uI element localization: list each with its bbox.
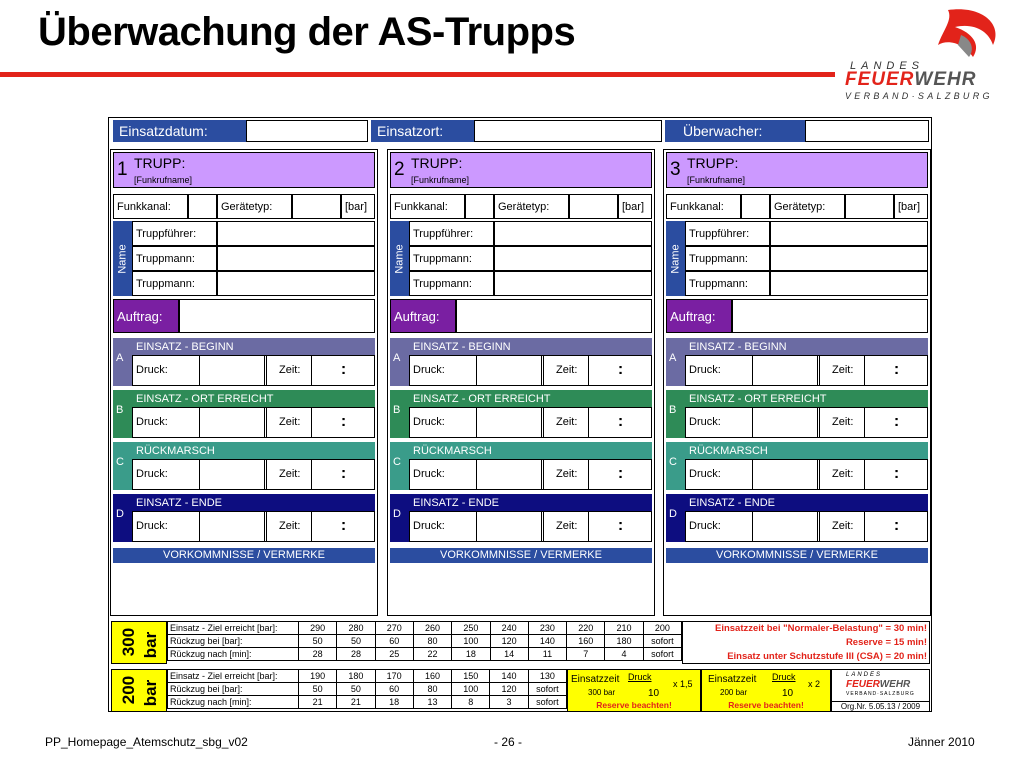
- section-b: [113, 390, 375, 438]
- zeit-field[interactable]: :: [588, 408, 652, 437]
- druck-field[interactable]: [752, 460, 820, 489]
- druck-field[interactable]: [199, 460, 267, 489]
- truppfuehrer-label: Truppführer:: [685, 221, 770, 246]
- funkkanal-field[interactable]: [741, 194, 770, 219]
- name-label: Name: [393, 243, 406, 274]
- row-value: 160: [413, 670, 451, 683]
- row-value: 28: [337, 648, 375, 661]
- section-letter: D: [390, 494, 409, 542]
- truppfuehrer-field[interactable]: [494, 221, 652, 246]
- trupp-column-2: [387, 149, 655, 616]
- row-value: 13: [413, 696, 451, 709]
- small-logo-box: [831, 669, 930, 712]
- section-a: [390, 338, 652, 386]
- section-title: RÜCKMARSCH: [685, 442, 928, 459]
- row-value: 190: [298, 670, 336, 683]
- name-label: Name: [669, 243, 682, 274]
- note-csa: Einsatz unter Schutzstufe III (CSA) = 20 min!: [727, 651, 927, 662]
- truppmann-1-field[interactable]: [217, 246, 375, 271]
- logo: [843, 5, 1013, 100]
- row-value: 160: [567, 635, 605, 648]
- section-title: EINSATZ - ENDE: [409, 494, 652, 511]
- funkkanal-label: Funkkanal:: [113, 194, 188, 219]
- zeit-label: Zeit:: [832, 520, 854, 532]
- section-row: [685, 459, 928, 490]
- trupp-header: [113, 152, 375, 188]
- section-row: [409, 459, 652, 490]
- label-300-bar: [111, 621, 167, 664]
- formula-300: [567, 669, 701, 712]
- druck-label: Druck:: [413, 520, 445, 532]
- row-value: 100: [452, 683, 490, 696]
- section-title: EINSATZ - BEGINN: [685, 338, 928, 355]
- trupp-number: 3: [670, 159, 681, 180]
- truppfuehrer-label: Truppführer:: [409, 221, 494, 246]
- section-letter: C: [390, 442, 409, 490]
- funkrufname-label: [Funkrufname]: [411, 175, 470, 185]
- row-value: 210: [605, 622, 643, 635]
- formula-200-mult: x 2: [808, 679, 821, 689]
- druck-field[interactable]: [752, 408, 820, 437]
- zeit-label: Zeit:: [279, 520, 301, 532]
- formula-200: [701, 669, 831, 712]
- trupp-column-3: [663, 149, 931, 616]
- section-row: [685, 511, 928, 542]
- name-sidebar: [390, 221, 409, 296]
- section-letter: A: [390, 338, 409, 386]
- row-value: 14: [490, 648, 528, 661]
- row-value: 21: [337, 696, 375, 709]
- druck-label: Druck:: [413, 468, 445, 480]
- formula-300-ez: Einsatzzeit: [571, 674, 620, 685]
- footer-filename: PP_Homepage_Atemschutz_sbg_v02: [45, 735, 248, 749]
- row-value: 290: [299, 622, 337, 635]
- druck-field[interactable]: [476, 356, 544, 385]
- row-value: 18: [452, 648, 490, 661]
- druck-label: Druck:: [136, 364, 168, 376]
- logo-main-text: [845, 69, 976, 91]
- zeit-label: Zeit:: [832, 416, 854, 428]
- druck-label: Druck:: [413, 416, 445, 428]
- label-300: 300: [119, 627, 139, 657]
- name-sidebar: [666, 221, 685, 296]
- row-value: 270: [375, 622, 413, 635]
- section-title: RÜCKMARSCH: [409, 442, 652, 459]
- row-value: 170: [375, 670, 413, 683]
- notes-300-bar: [682, 621, 930, 664]
- zeit-label: Zeit:: [556, 364, 578, 376]
- section-title: EINSATZ - BEGINN: [132, 338, 375, 355]
- druck-label: Druck:: [689, 468, 721, 480]
- section-title: EINSATZ - ORT ERREICHT: [409, 390, 652, 407]
- zeit-label: Zeit:: [832, 364, 854, 376]
- section-letter: C: [666, 442, 685, 490]
- zeit-field[interactable]: :: [311, 460, 375, 489]
- geraetetyp-label: Gerätetyp:: [770, 194, 845, 219]
- formula-300-mult: x 1,5: [673, 679, 693, 689]
- druck-field[interactable]: [752, 512, 820, 541]
- truppmann-1-label: Truppmann:: [685, 246, 770, 271]
- auftrag-label: Auftrag:: [390, 299, 456, 333]
- einsatzort-label: Einsatzort:: [371, 120, 474, 142]
- name-sidebar: [113, 221, 132, 296]
- zeit-label: Zeit:: [556, 520, 578, 532]
- section-letter: A: [666, 338, 685, 386]
- section-title: EINSATZ - ORT ERREICHT: [685, 390, 928, 407]
- zeit-field[interactable]: :: [864, 408, 928, 437]
- section-c: [390, 442, 652, 490]
- table-row: [168, 683, 567, 696]
- org-number: Org.Nr. 5.05.13 / 2009: [832, 701, 929, 711]
- trupp-label: TRUPP:: [134, 155, 186, 171]
- trupp-label: TRUPP:: [411, 155, 463, 171]
- section-row: [132, 511, 375, 542]
- truppfuehrer-field[interactable]: [217, 221, 375, 246]
- footer-page: - 26 -: [494, 735, 523, 749]
- table-row: [168, 696, 567, 709]
- formula-300-val: 10: [648, 688, 660, 699]
- row-value: 28: [299, 648, 337, 661]
- section-letter: D: [113, 494, 132, 542]
- small-logo-top: LANDES: [846, 672, 883, 678]
- row-value: 230: [528, 622, 566, 635]
- section-title: EINSATZ - BEGINN: [409, 338, 652, 355]
- einsatzdatum-label: Einsatzdatum:: [113, 120, 246, 142]
- section-a: [113, 338, 375, 386]
- row-label: Einsatz - Ziel erreicht [bar]:: [168, 622, 299, 635]
- bar-unit-label: [bar]: [618, 194, 652, 219]
- vorkommnisse-field[interactable]: [390, 563, 652, 613]
- ueberwacher-field[interactable]: [805, 120, 929, 142]
- formula-200-ez: Einsatzzeit: [708, 674, 757, 685]
- truppmann-2-field[interactable]: [494, 271, 652, 296]
- zeit-label: Zeit:: [279, 416, 301, 428]
- zeit-label: Zeit:: [832, 468, 854, 480]
- funkkanal-field[interactable]: [465, 194, 494, 219]
- table-200-bar: [167, 669, 567, 709]
- row-value: 8: [452, 696, 490, 709]
- row-value: sofort: [643, 635, 681, 648]
- section-letter: A: [113, 338, 132, 386]
- section-a: [666, 338, 928, 386]
- row-value: 260: [413, 622, 451, 635]
- flame-logo-icon: [843, 5, 1013, 65]
- row-value: 280: [337, 622, 375, 635]
- druck-label: Druck:: [689, 364, 721, 376]
- truppmann-2-label: Truppmann:: [132, 271, 217, 296]
- row-value: 140: [528, 635, 566, 648]
- bar-unit-label: [bar]: [894, 194, 928, 219]
- einsatzdatum-field[interactable]: [246, 120, 368, 142]
- druck-field[interactable]: [199, 356, 267, 385]
- row-label: Rückzug bei [bar]:: [168, 683, 299, 696]
- funkrufname-label: [Funkrufname]: [134, 175, 193, 185]
- trupp-header: [390, 152, 652, 188]
- formula-300-reserve: Reserve beachten!: [596, 700, 672, 710]
- auftrag-label: Auftrag:: [113, 299, 179, 333]
- label-200-unit: bar: [141, 679, 161, 707]
- druck-label: Druck:: [689, 520, 721, 532]
- section-row: [409, 407, 652, 438]
- zeit-label: Zeit:: [279, 364, 301, 376]
- row-value: sofort: [528, 696, 566, 709]
- zeit-field[interactable]: :: [864, 512, 928, 541]
- section-letter: B: [390, 390, 409, 438]
- row-value: 150: [452, 670, 490, 683]
- section-c: [666, 442, 928, 490]
- section-row: [685, 355, 928, 386]
- section-row: [132, 459, 375, 490]
- name-label: Name: [116, 243, 129, 274]
- vorkommnisse-header: VORKOMMNISSE / VERMERKE: [113, 548, 375, 563]
- row-value: sofort: [643, 648, 681, 661]
- druck-label: Druck:: [136, 520, 168, 532]
- row-value: 4: [605, 648, 643, 661]
- bar-unit-label: [bar]: [341, 194, 375, 219]
- row-value: 60: [375, 683, 413, 696]
- table-row: [168, 622, 682, 635]
- row-label: Einsatz - Ziel erreicht [bar]:: [168, 670, 299, 683]
- zeit-label: Zeit:: [556, 468, 578, 480]
- section-b: [666, 390, 928, 438]
- row-value: 7: [567, 648, 605, 661]
- trupp-number: 2: [394, 159, 405, 180]
- vorkommnisse-field[interactable]: [113, 563, 375, 613]
- vorkommnisse-field[interactable]: [666, 563, 928, 613]
- truppmann-1-label: Truppmann:: [409, 246, 494, 271]
- row-value: sofort: [528, 683, 566, 696]
- section-d: [390, 494, 652, 542]
- row-value: 50: [299, 635, 337, 648]
- section-letter: C: [113, 442, 132, 490]
- row-label: Rückzug bei [bar]:: [168, 635, 299, 648]
- truppmann-2-field[interactable]: [770, 271, 928, 296]
- geraetetyp-label: Gerätetyp:: [494, 194, 569, 219]
- section-title: RÜCKMARSCH: [132, 442, 375, 459]
- row-value: 22: [413, 648, 451, 661]
- einsatzort-field[interactable]: [474, 120, 662, 142]
- row-value: 50: [337, 683, 375, 696]
- table-row: [168, 635, 682, 648]
- zeit-field[interactable]: :: [864, 356, 928, 385]
- section-title: EINSATZ - ORT ERREICHT: [132, 390, 375, 407]
- row-value: 25: [375, 648, 413, 661]
- formula-200-reserve: Reserve beachten!: [728, 700, 804, 710]
- zeit-field[interactable]: :: [311, 356, 375, 385]
- section-b: [390, 390, 652, 438]
- auftrag-field[interactable]: [456, 299, 652, 333]
- druck-field[interactable]: [752, 356, 820, 385]
- geraetetyp-field[interactable]: [292, 194, 341, 219]
- funkkanal-label: Funkkanal:: [666, 194, 741, 219]
- row-value: 50: [298, 683, 336, 696]
- section-letter: D: [666, 494, 685, 542]
- row-value: 130: [528, 670, 566, 683]
- note-normal-load: Einsatzzeit bei "Normaler-Belastung" = 30 min!: [715, 623, 927, 634]
- logo-main-b: WEHR: [914, 69, 977, 90]
- trupp-column-1: [110, 149, 378, 616]
- formula-200-val: 10: [782, 688, 794, 699]
- zeit-field[interactable]: :: [311, 512, 375, 541]
- row-label: Rückzug nach [min]:: [168, 696, 299, 709]
- druck-field[interactable]: [199, 408, 267, 437]
- label-200-bar: [111, 669, 167, 712]
- trupp-number: 1: [117, 159, 128, 180]
- druck-field[interactable]: [476, 408, 544, 437]
- section-row: [409, 511, 652, 542]
- section-row: [685, 407, 928, 438]
- logo-bottom-text: VERBAND·SALZBURG: [845, 91, 993, 101]
- section-d: [666, 494, 928, 542]
- section-c: [113, 442, 375, 490]
- section-letter: B: [113, 390, 132, 438]
- auftrag-field[interactable]: [732, 299, 928, 333]
- table-300-bar: [167, 621, 682, 661]
- row-value: 100: [452, 635, 490, 648]
- druck-label: Druck:: [413, 364, 445, 376]
- title-divider: [0, 72, 835, 77]
- small-logo-bottom: VERBAND·SALZBURG: [846, 691, 915, 697]
- row-value: 140: [490, 670, 528, 683]
- geraetetyp-field[interactable]: [845, 194, 894, 219]
- druck-field[interactable]: [476, 512, 544, 541]
- truppfuehrer-field[interactable]: [770, 221, 928, 246]
- trupp-label: TRUPP:: [687, 155, 739, 171]
- zeit-field[interactable]: :: [588, 512, 652, 541]
- ueberwacher-label: Überwacher:: [665, 120, 805, 142]
- formula-200-druck: Druck: [772, 672, 796, 682]
- section-row: [409, 355, 652, 386]
- section-row: [132, 407, 375, 438]
- page-title: Überwachung der AS-Trupps: [38, 10, 576, 54]
- row-value: 80: [413, 635, 451, 648]
- row-value: 120: [490, 683, 528, 696]
- auftrag-label: Auftrag:: [666, 299, 732, 333]
- trupp-header: [666, 152, 928, 188]
- zeit-field[interactable]: :: [864, 460, 928, 489]
- formula-300-druck: Druck: [628, 672, 652, 682]
- truppmann-2-label: Truppmann:: [685, 271, 770, 296]
- druck-label: Druck:: [136, 416, 168, 428]
- truppmann-2-field[interactable]: [217, 271, 375, 296]
- logo-main-a: FEUER: [845, 69, 915, 90]
- row-value: 120: [490, 635, 528, 648]
- truppmann-1-field[interactable]: [494, 246, 652, 271]
- section-title: EINSATZ - ENDE: [132, 494, 375, 511]
- row-value: 180: [605, 635, 643, 648]
- table-row: [168, 670, 567, 683]
- small-logo-main-b: WEHR: [879, 679, 911, 690]
- row-value: 11: [528, 648, 566, 661]
- section-title: EINSATZ - ENDE: [685, 494, 928, 511]
- funkkanal-label: Funkkanal:: [390, 194, 465, 219]
- section-letter: B: [666, 390, 685, 438]
- truppmann-2-label: Truppmann:: [409, 271, 494, 296]
- row-value: 50: [337, 635, 375, 648]
- formula-300-bar: 300 bar: [588, 688, 616, 697]
- row-label: Rückzug nach [min]:: [168, 648, 299, 661]
- druck-label: Druck:: [136, 468, 168, 480]
- zeit-label: Zeit:: [556, 416, 578, 428]
- formula-200-bar: 200 bar: [720, 688, 748, 697]
- zeit-field[interactable]: :: [588, 460, 652, 489]
- zeit-field[interactable]: :: [311, 408, 375, 437]
- funkrufname-label: [Funkrufname]: [687, 175, 746, 185]
- row-value: 21: [298, 696, 336, 709]
- vorkommnisse-header: VORKOMMNISSE / VERMERKE: [390, 548, 652, 563]
- row-value: 80: [413, 683, 451, 696]
- geraetetyp-field[interactable]: [569, 194, 618, 219]
- small-logo-main: [846, 679, 910, 690]
- row-value: 18: [375, 696, 413, 709]
- geraetetyp-label: Gerätetyp:: [217, 194, 292, 219]
- section-d: [113, 494, 375, 542]
- row-value: 60: [375, 635, 413, 648]
- auftrag-field[interactable]: [179, 299, 375, 333]
- truppmann-1-field[interactable]: [770, 246, 928, 271]
- row-value: 220: [567, 622, 605, 635]
- zeit-field[interactable]: :: [588, 356, 652, 385]
- row-value: 250: [452, 622, 490, 635]
- druck-field[interactable]: [199, 512, 267, 541]
- truppfuehrer-label: Truppführer:: [132, 221, 217, 246]
- zeit-label: Zeit:: [279, 468, 301, 480]
- section-row: [132, 355, 375, 386]
- funkkanal-field[interactable]: [188, 194, 217, 219]
- row-value: 200: [643, 622, 681, 635]
- note-reserve: Reserve = 15 min!: [845, 637, 927, 648]
- druck-label: Druck:: [689, 416, 721, 428]
- small-logo-main-a: FEUER: [846, 679, 880, 690]
- footer-date: Jänner 2010: [908, 735, 975, 749]
- logo-top-text: LANDES: [850, 60, 925, 72]
- druck-field[interactable]: [476, 460, 544, 489]
- truppmann-1-label: Truppmann:: [132, 246, 217, 271]
- vorkommnisse-header: VORKOMMNISSE / VERMERKE: [666, 548, 928, 563]
- row-value: 240: [490, 622, 528, 635]
- row-value: 3: [490, 696, 528, 709]
- table-row: [168, 648, 682, 661]
- label-200: 200: [119, 675, 139, 705]
- label-300-unit: bar: [141, 631, 161, 659]
- row-value: 180: [337, 670, 375, 683]
